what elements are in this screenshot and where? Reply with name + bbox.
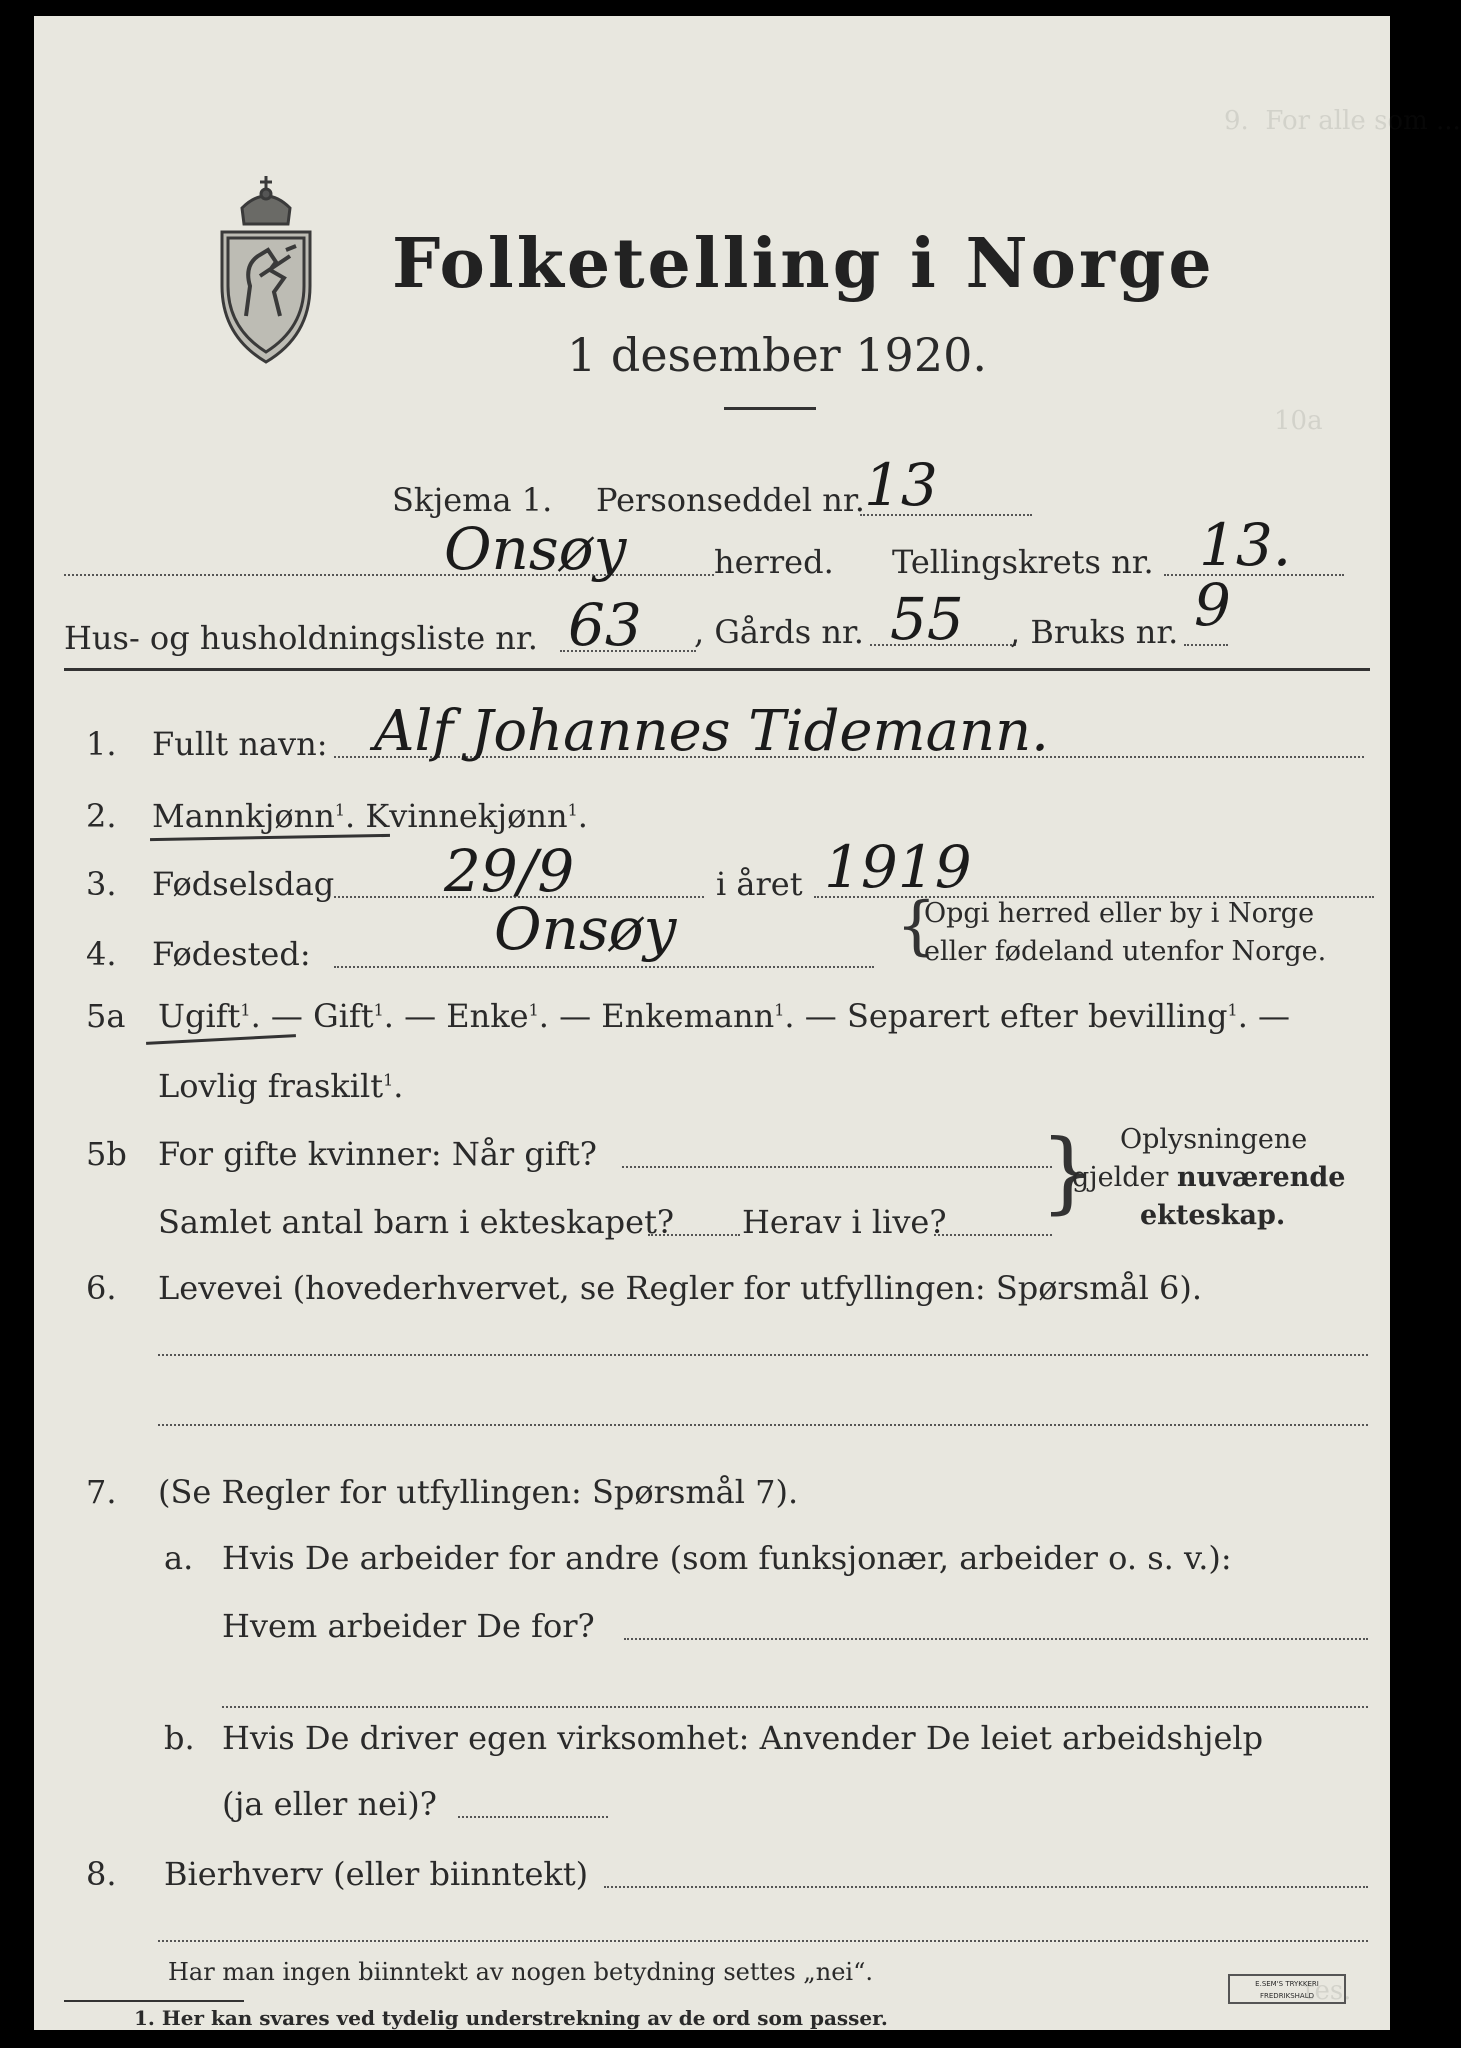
q5a-options: Ugift$^1$. — Gift$^1$. — Enke$^1$. — Enkemann$^1$. — Separert efter bevilling$^1$. —: [158, 997, 1291, 1035]
q7a-question: Hvem arbeider De for?: [222, 1607, 595, 1645]
q4-line: [334, 966, 874, 968]
q1-value[interactable]: Alf Johannes Tidemann.: [374, 699, 1049, 764]
bleed-through: tes.: [1304, 1976, 1352, 2006]
q5b-barn-label: Samlet antal barn i ekteskapet?: [158, 1203, 675, 1241]
herred-value[interactable]: Onsøy: [444, 515, 627, 583]
bleed-through: 10a: [1274, 406, 1323, 436]
header-rule: [64, 668, 1370, 671]
personseddel-label: Personseddel nr.: [596, 481, 865, 519]
q4-note-line2: eller fødeland utenfor Norge.: [924, 936, 1327, 967]
q3-year-label: i året: [716, 865, 803, 903]
q3-year-value[interactable]: 1919: [824, 833, 972, 901]
q4-value[interactable]: Onsøy: [494, 895, 677, 963]
household-list-label: Hus- og husholdningsliste nr.: [64, 619, 538, 657]
q1-number: 1.: [86, 725, 117, 763]
tellingskrets-label: Tellingskrets nr.: [892, 543, 1154, 581]
q4-note-line1: Opgi herred eller by i Norge: [924, 898, 1315, 929]
q6-label: Levevei (hovederhvervet, se Regler for utfyllingen: Spørsmål 6).: [158, 1269, 1203, 1307]
q5a-separert[interactable]: Separert efter bevilling: [846, 997, 1228, 1035]
q7b-letter: b.: [164, 1719, 195, 1757]
q5a-fraskilt[interactable]: Lovlig fraskilt: [158, 1067, 384, 1105]
q8-label: Bierhverv (eller biinntekt): [164, 1855, 589, 1893]
bleed-through: 9. For alle som ...: [1224, 106, 1461, 136]
q3-date-value[interactable]: 29/9: [444, 837, 575, 905]
q7a-letter: a.: [164, 1539, 194, 1577]
q3-label: Fødselsdag: [152, 865, 335, 903]
q5b-brace: }: [1040, 1120, 1096, 1223]
q2-female[interactable]: Kvinnekjønn: [365, 797, 568, 835]
bruks-label: , Bruks nr.: [1010, 613, 1179, 651]
q5b-married-line: [622, 1166, 1052, 1168]
q4-number: 4.: [86, 935, 117, 973]
q5b-live-label: Herav i live?: [742, 1203, 947, 1241]
q6-line1: [158, 1354, 1368, 1356]
q5b-live-line: [934, 1234, 1052, 1236]
gaards-value[interactable]: 55: [890, 585, 964, 653]
q5b-label: For gifte kvinner: Når gift?: [158, 1135, 597, 1173]
gaards-label: , Gårds nr.: [694, 613, 864, 651]
bruks-line: [1184, 644, 1228, 646]
q5a-ugift-underline: [146, 1034, 296, 1045]
q6-line2: [158, 1424, 1368, 1426]
footnote: 1. Her kan svares ved tydelig understrekning av de ord som passer.: [134, 2006, 888, 2030]
q7b-label: Hvis De driver egen virksomhet: Anvender De leiet arbeidshjelp: [222, 1719, 1264, 1757]
q5b-barn-line: [648, 1234, 740, 1236]
footnote-rule: [64, 2000, 244, 2002]
q4-brace: {: [896, 889, 937, 963]
norway-coat-of-arms-icon: [210, 166, 322, 366]
q7b-line: [458, 1816, 608, 1818]
q5b-note2: gjelder nuværende: [1072, 1162, 1346, 1193]
q8-line1: [604, 1886, 1368, 1888]
q8-line2: [158, 1940, 1368, 1942]
q2-male[interactable]: Mannkjønn: [152, 797, 335, 835]
household-list-value[interactable]: 63: [568, 591, 642, 659]
herred-label: herred.: [714, 543, 834, 581]
q7b-question: (ja eller nei)?: [222, 1785, 437, 1823]
form-date: 1 desember 1920.: [567, 328, 987, 382]
q5a-gift[interactable]: Gift: [313, 997, 374, 1035]
q7-number: 7.: [86, 1473, 117, 1511]
q7a-line2: [222, 1706, 1368, 1708]
q5a-enke[interactable]: Enke: [446, 997, 529, 1035]
personseddel-value[interactable]: 13: [864, 451, 938, 519]
q7-label: (Se Regler for utfyllingen: Spørsmål 7).: [158, 1473, 799, 1511]
q5a-ugift[interactable]: Ugift: [158, 997, 241, 1035]
q7a-line1: [624, 1638, 1368, 1640]
footer-note: Har man ingen biinntekt av nogen betydning settes „nei“.: [168, 1958, 873, 1986]
q3-number: 3.: [86, 865, 117, 903]
bruks-value[interactable]: 9: [1194, 571, 1231, 639]
q5a-number: 5a: [86, 997, 126, 1035]
q6-number: 6.: [86, 1269, 117, 1307]
census-form-page: [34, 16, 1461, 2030]
footnote-mark: 1.: [134, 2006, 155, 2030]
q8-number: 8.: [86, 1855, 117, 1893]
q5b-note3: ekteskap.: [1140, 1200, 1286, 1231]
q5a-enkemann[interactable]: Enkemann: [601, 997, 775, 1035]
printer-stamp: E.SEM'S TRYKKERI FREDRIKSHALD: [1228, 1974, 1346, 2004]
q7a-label: Hvis De arbeider for andre (som funksjonær, arbeider o. s. v.):: [222, 1539, 1232, 1577]
schema-label: Skjema 1.: [392, 481, 553, 519]
q2-options: Mannkjønn$^1$. Kvinnekjønn$^1$.: [152, 797, 588, 835]
q4-label: Fødested:: [152, 935, 311, 973]
q5b-number: 5b: [86, 1135, 127, 1173]
form-title: Folketelling i Norge: [392, 224, 1215, 304]
q5a-fraskilt-row: Lovlig fraskilt$^1$.: [158, 1067, 404, 1105]
q2-number: 2.: [86, 797, 117, 835]
q1-label: Fullt navn:: [152, 725, 328, 763]
title-divider: [724, 407, 816, 410]
q5b-note1: Oplysningene: [1120, 1124, 1308, 1155]
tellingskrets-value[interactable]: 13.: [1199, 511, 1292, 579]
